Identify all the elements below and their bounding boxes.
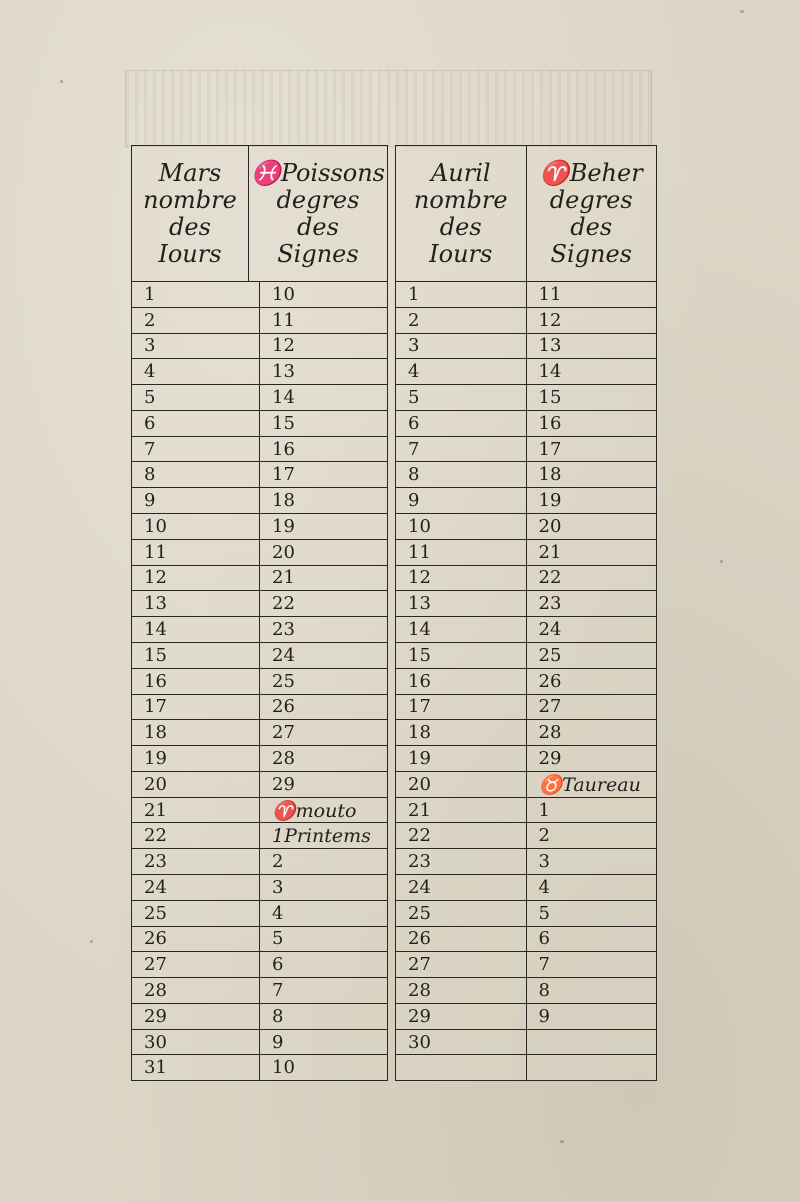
sign-degree-cell: 4: [259, 901, 387, 926]
table-row: [396, 823, 656, 849]
day-number-cell: 25: [144, 902, 167, 924]
sign-degree-cell: 3: [526, 849, 657, 874]
table-row: [132, 720, 387, 746]
day-number-cell: 8: [408, 464, 420, 486]
day-number-cell: 24: [408, 876, 431, 898]
sign-degree-cell: 22: [259, 591, 387, 616]
sign-degree-cell: 24: [259, 643, 387, 668]
day-number-cell: 6: [144, 412, 156, 434]
table-row: [396, 643, 656, 669]
march-table: [131, 145, 388, 1081]
sign-degree-cell: 16: [259, 437, 387, 462]
header-degrees: [526, 146, 657, 281]
day-number-cell: 5: [408, 387, 420, 409]
day-number-cell: 27: [408, 954, 431, 976]
day-number-cell: 3: [408, 335, 420, 357]
day-number-cell: 1: [144, 283, 156, 305]
table-row: [132, 1030, 387, 1056]
day-number-cell: 18: [408, 722, 431, 744]
table-row: [396, 1055, 656, 1080]
day-number-cell: 28: [144, 979, 167, 1001]
day-number-cell: 2: [408, 309, 420, 331]
sign-degree-cell: 7: [259, 978, 387, 1003]
table-row: [132, 849, 387, 875]
table-row: [132, 798, 387, 824]
day-number-cell: 27: [144, 954, 167, 976]
table-row: [396, 308, 656, 334]
sign-degree-cell: 29: [259, 772, 387, 797]
table-row: [132, 643, 387, 669]
table-row: [132, 823, 387, 849]
table-row: [396, 669, 656, 695]
table-row: [396, 359, 656, 385]
header-line: des: [570, 212, 613, 241]
header-line: ♓Poissons: [250, 158, 385, 187]
bleed-through-text: [125, 70, 652, 147]
day-number-cell: 20: [144, 773, 167, 795]
sign-degree-cell: 26: [259, 695, 387, 720]
sign-degree-cell: 9: [259, 1030, 387, 1055]
sign-degree-cell: 22: [526, 566, 657, 591]
table-row: [132, 334, 387, 360]
day-number-cell: 10: [144, 515, 167, 537]
day-number-cell: 25: [408, 902, 431, 924]
sign-degree-cell: 25: [259, 669, 387, 694]
table-row: [132, 1004, 387, 1030]
day-number-cell: 28: [408, 979, 431, 1001]
day-number-cell: 21: [408, 799, 431, 821]
table-row: [132, 411, 387, 437]
day-number-cell: 26: [408, 928, 431, 950]
table-row: [396, 875, 656, 901]
day-number-cell: 3: [144, 335, 156, 357]
sign-degree-cell: 5: [526, 901, 657, 926]
april-table: [395, 145, 657, 1081]
table-row: [132, 437, 387, 463]
table-row: [132, 1055, 387, 1080]
sign-degree-cell: 11: [526, 282, 657, 307]
table-row: [396, 566, 656, 592]
table-row: [132, 514, 387, 540]
day-number-cell: 14: [408, 619, 431, 641]
table-row: [396, 437, 656, 463]
sign-degree-cell: 7: [526, 952, 657, 977]
sign-degree-cell: 13: [259, 359, 387, 384]
sign-degree-cell: 10: [259, 1055, 387, 1080]
header-line: des: [439, 212, 482, 241]
sign-degree-cell: 6: [526, 927, 657, 952]
sign-degree-cell: ♉Taureau: [526, 772, 657, 797]
april-table-header: [396, 146, 656, 282]
table-row: [132, 385, 387, 411]
sign-degree-cell: 18: [526, 462, 657, 487]
table-row: [132, 746, 387, 772]
sign-degree-cell: 20: [259, 540, 387, 565]
sign-degree-cell: 5: [259, 927, 387, 952]
table-row: [132, 540, 387, 566]
header-days: [132, 146, 248, 281]
sign-degree-cell: 17: [259, 462, 387, 487]
header-line: ♈Beher: [539, 158, 643, 187]
day-number-cell: 11: [144, 541, 167, 563]
table-row: [396, 514, 656, 540]
header-line: Auril: [430, 158, 491, 187]
sign-degree-cell: 28: [526, 720, 657, 745]
table-row: [132, 617, 387, 643]
day-number-cell: 2: [144, 309, 156, 331]
table-row: [396, 617, 656, 643]
table-row: [132, 901, 387, 927]
table-row: [396, 952, 656, 978]
table-row: [396, 540, 656, 566]
table-row: [396, 772, 656, 798]
table-row: [396, 798, 656, 824]
sign-degree-cell: 19: [526, 488, 657, 513]
table-row: [132, 308, 387, 334]
day-number-cell: 10: [408, 515, 431, 537]
sign-degree-cell: 14: [259, 385, 387, 410]
sign-degree-cell: 27: [259, 720, 387, 745]
sign-degree-cell: 1Printems: [259, 823, 387, 848]
paper-speck: [60, 80, 63, 83]
day-number-cell: 11: [408, 541, 431, 563]
header-line: des: [169, 212, 211, 241]
table-row: [396, 462, 656, 488]
sign-degree-cell: 23: [259, 617, 387, 642]
sign-degree-cell: 15: [259, 411, 387, 436]
sign-degree-cell: 28: [259, 746, 387, 771]
table-row: [396, 334, 656, 360]
day-number-cell: 8: [144, 464, 156, 486]
day-number-cell: 19: [408, 747, 431, 769]
header-line: nombre: [143, 185, 237, 214]
table-row: [396, 1004, 656, 1030]
table-row: [396, 695, 656, 721]
day-number-cell: 13: [144, 593, 167, 615]
table-row: [396, 746, 656, 772]
sign-degree-cell: 12: [526, 308, 657, 333]
sign-degree-cell: 15: [526, 385, 657, 410]
table-row: [132, 978, 387, 1004]
table-row: [396, 282, 656, 308]
day-number-cell: 9: [144, 490, 156, 512]
day-number-cell: 21: [144, 799, 167, 821]
day-number-cell: 23: [408, 851, 431, 873]
day-number-cell: 20: [408, 773, 431, 795]
day-number-cell: 31: [144, 1057, 167, 1079]
sign-degree-cell: 2: [526, 823, 657, 848]
sign-degree-cell: 13: [526, 334, 657, 359]
day-number-cell: 24: [144, 876, 167, 898]
sign-degree-cell: 18: [259, 488, 387, 513]
header-days: [396, 146, 526, 281]
table-row: [132, 875, 387, 901]
paper-speck: [740, 10, 744, 13]
sign-degree-cell: 25: [526, 643, 657, 668]
header-line: degres: [276, 185, 360, 214]
sign-degree-cell: 1: [526, 798, 657, 823]
table-row: [132, 591, 387, 617]
sign-degree-cell: 19: [259, 514, 387, 539]
sign-degree-cell: 20: [526, 514, 657, 539]
day-number-cell: 14: [144, 619, 167, 641]
sign-degree-cell: 8: [259, 1004, 387, 1029]
sign-degree-cell: 10: [259, 282, 387, 307]
header-line: Signes: [277, 239, 359, 268]
sign-degree-cell: 21: [259, 566, 387, 591]
header-line: Iours: [158, 239, 222, 268]
header-degrees: [248, 146, 387, 281]
day-number-cell: 13: [408, 593, 431, 615]
march-table-body: [132, 282, 387, 1080]
table-row: [396, 411, 656, 437]
sign-degree-cell: 21: [526, 540, 657, 565]
sign-degree-cell: 12: [259, 334, 387, 359]
sign-degree-cell: 9: [526, 1004, 657, 1029]
table-row: [132, 462, 387, 488]
day-number-cell: 7: [408, 438, 420, 460]
table-row: [396, 591, 656, 617]
day-number-cell: [396, 1055, 526, 1080]
sign-degree-cell: [526, 1055, 657, 1080]
day-number-cell: 22: [144, 825, 167, 847]
table-row: [132, 282, 387, 308]
day-number-cell: 16: [408, 670, 431, 692]
sign-degree-cell: 16: [526, 411, 657, 436]
table-row: [132, 952, 387, 978]
day-number-cell: 6: [408, 412, 420, 434]
day-number-cell: 15: [408, 644, 431, 666]
day-number-cell: 29: [144, 1005, 167, 1027]
day-number-cell: 1: [408, 283, 420, 305]
day-number-cell: 12: [408, 567, 431, 589]
table-row: [396, 927, 656, 953]
header-line: Signes: [550, 239, 632, 268]
day-number-cell: 23: [144, 851, 167, 873]
sign-degree-cell: [526, 1030, 657, 1055]
day-number-cell: 30: [408, 1031, 431, 1053]
day-number-cell: 7: [144, 438, 156, 460]
day-number-cell: 30: [144, 1031, 167, 1053]
day-number-cell: 5: [144, 387, 156, 409]
day-number-cell: 9: [408, 490, 420, 512]
sign-degree-cell: 6: [259, 952, 387, 977]
march-table-header: [132, 146, 387, 282]
sign-degree-cell: 14: [526, 359, 657, 384]
table-row: [396, 720, 656, 746]
table-row: [396, 488, 656, 514]
sign-degree-cell: 17: [526, 437, 657, 462]
day-number-cell: 15: [144, 644, 167, 666]
sign-degree-cell: ♈mouto: [259, 798, 387, 823]
paper-speck: [90, 940, 93, 943]
table-row: [396, 978, 656, 1004]
table-row: [396, 385, 656, 411]
day-number-cell: 17: [408, 696, 431, 718]
header-line: nombre: [413, 185, 508, 214]
header-line: degres: [549, 185, 633, 214]
day-number-cell: 18: [144, 722, 167, 744]
header-line: Mars: [158, 158, 222, 187]
table-row: [132, 695, 387, 721]
paper-speck: [560, 1140, 564, 1143]
day-number-cell: 17: [144, 696, 167, 718]
sign-degree-cell: 4: [526, 875, 657, 900]
day-number-cell: 22: [408, 825, 431, 847]
table-row: [132, 927, 387, 953]
table-row: [396, 901, 656, 927]
day-number-cell: 16: [144, 670, 167, 692]
header-line: Iours: [429, 239, 493, 268]
day-number-cell: 4: [144, 361, 156, 383]
sign-degree-cell: 2: [259, 849, 387, 874]
day-number-cell: 12: [144, 567, 167, 589]
sign-degree-cell: 24: [526, 617, 657, 642]
table-row: [132, 772, 387, 798]
day-number-cell: 26: [144, 928, 167, 950]
sign-degree-cell: 23: [526, 591, 657, 616]
sign-degree-cell: 11: [259, 308, 387, 333]
sign-degree-cell: 29: [526, 746, 657, 771]
table-row: [132, 566, 387, 592]
day-number-cell: 19: [144, 747, 167, 769]
table-row: [396, 1030, 656, 1056]
day-number-cell: 29: [408, 1005, 431, 1027]
table-row: [132, 669, 387, 695]
table-row: [132, 488, 387, 514]
table-row: [132, 359, 387, 385]
day-number-cell: 4: [408, 361, 420, 383]
calendar-tables: [127, 145, 662, 1083]
header-line: des: [297, 212, 339, 241]
paper-speck: [720, 560, 723, 563]
sign-degree-cell: 27: [526, 695, 657, 720]
table-row: [396, 849, 656, 875]
sign-degree-cell: 26: [526, 669, 657, 694]
sign-degree-cell: 3: [259, 875, 387, 900]
sign-degree-cell: 8: [526, 978, 657, 1003]
april-table-body: [396, 282, 656, 1080]
